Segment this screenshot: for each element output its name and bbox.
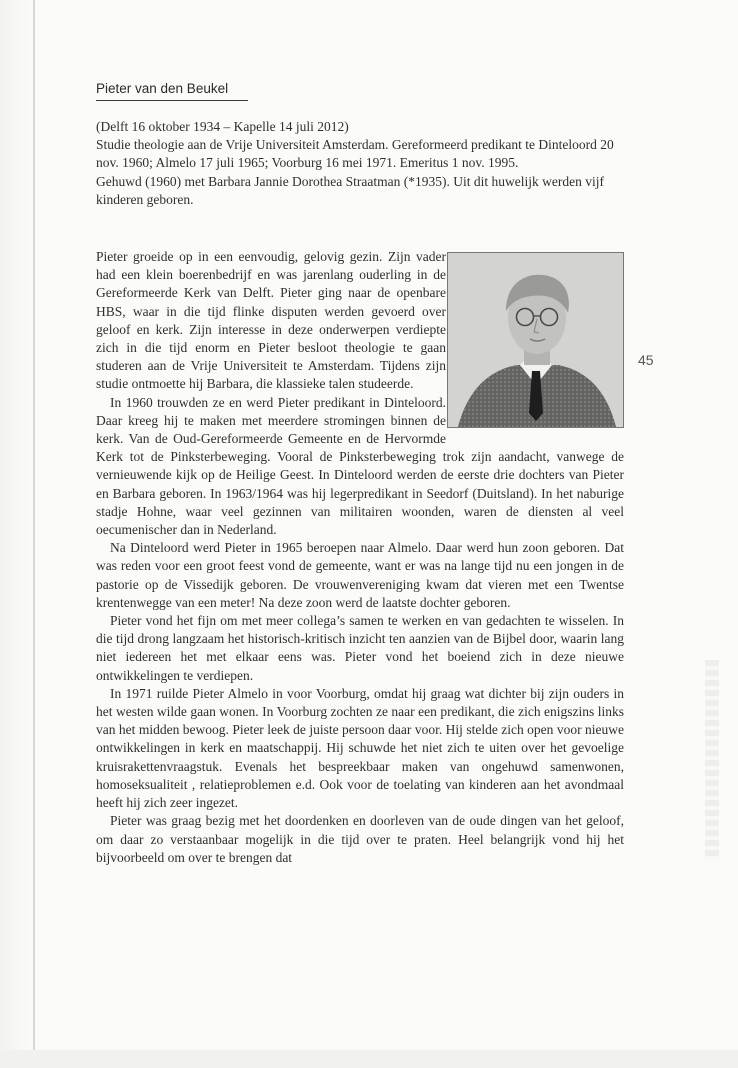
page-spine-shadow xyxy=(0,0,34,1068)
paragraph: In 1960 trouwden ze en werd Pieter predikant in Dinteloord. Daar kreeg hij te maken met meerdere stromingen binnen de kerk. Van de Oud-Gereformeerde Gemeente en de Hervormde Kerk tot de Pinksterbeweging. Vooral de Pinksterbeweging trok zijn aandacht, vanwege de vernieuwende kijk op de Heilige Geest. In Dinteloord werden de eerste drie dochters van Pieter en Barbara geboren. In 1963/1964 was hij legerpredikant in Seedorf (Duitsland). In het naburige stadje Hohne, waar veel gezinnen van militairen woonden, waren de diensten al veel oecumenischer dan in Nederland. xyxy=(96,394,624,538)
paragraph: Pieter groeide op in een eenvoudig, gelovig gezin. Zijn vader had een klein boerenbedrijf en was jarenlang ouderling in de Gereformeerde Kerk van Delft. Pieter ging naar de openbare HBS, waar in die tijd flinke disputen werden gevoerd over geloof en kerk. Zijn interesse in deze onderwerpen verdiepte zich in die tijd enorm en Pieter besloot theologie te gaan studeren aan de Vrije Universiteit te Amsterdam. Tijdens zijn studie ontmoette hij Barbara, die klassieke talen studeerde. xyxy=(96,249,446,392)
portrait-illustration xyxy=(448,253,623,427)
paragraph: Pieter was graag bezig met het doordenken en doorleven van de oude dingen van het geloof, om daar zo verstaanbaar mogelijk in die tijd over te praten. Heel belangrijk vond hij het bijvoorbeeld om over te brengen dat xyxy=(96,813,624,865)
bio-marriage: Gehuwd (1960) met Barbara Jannie Dorothea Straatman (*1935). Uit dit huwelijk werden vijf kinderen geboren. xyxy=(96,173,604,207)
biographical-summary xyxy=(96,118,624,209)
bleed-through-text xyxy=(705,660,719,860)
page-fold-line xyxy=(33,0,35,1068)
bio-dates: (Delft 16 oktober 1934 – Kapelle 14 juli 2012) xyxy=(96,119,349,134)
portrait-photo xyxy=(447,252,624,428)
page-bottom-edge xyxy=(0,1050,738,1068)
page-title: Pieter van den Beukel xyxy=(96,81,229,96)
title-underline xyxy=(96,100,248,101)
page-number: 45 xyxy=(638,352,654,368)
bio-career: Studie theologie aan de Vrije Universiteit Amsterdam. Gereformeerd predikant te Dinteloord 20 nov. 1960; Almelo 17 juli 1965; Voorburg 16 mei 1971. Emeritus 1 nov. 1995. xyxy=(96,137,614,171)
paragraph: Pieter vond het fijn om met meer collega’s samen te werken en van gedachten te wisselen. In die tijd drong langzaam het historisch-kritisch inzicht ten aanzien van de Bijbel door, waarin lang niet iedereen het met elkaar eens was. Pieter vond het boeiend zich in deze nieuwe ontwikkelingen te verdiepen. xyxy=(96,613,624,683)
paragraph: In 1971 ruilde Pieter Almelo in voor Voorburg, omdat hij graag wat dichter bij zijn ouders in het westen wilde gaan wonen. In Voorburg zochten ze naar een predikant, die zich enigszins links van het midden bewoog. Pieter leek de juiste persoon daar voor. Hij stelde zich open voor nieuwe ontwikkelingen in kerk en maatschappij. Hij schuwde het niet zich te uiten over het gevoelige kruisrakettenvraagstuk. Evenals het bespreekbaar maken van ongehuwd samenwonen, homoseksualiteit , relatieproblemen e.d. Ook voor de toelating van kinderen aan het avondmaal heeft hij zich zeer ingezet. xyxy=(96,685,624,811)
paragraph: Na Dinteloord werd Pieter in 1965 beroepen naar Almelo. Daar werd hun zoon geboren. Dat was reden voor een groot feest vond de gemeente, want er was na lange tijd nu een jongen in de pastorie op de Vissedijk geboren. De vrouwenvereniging kwam dat vieren met een Twentse krentenwegge van een meter! Na deze zoon werd de laatste dochter geboren. xyxy=(96,540,624,610)
